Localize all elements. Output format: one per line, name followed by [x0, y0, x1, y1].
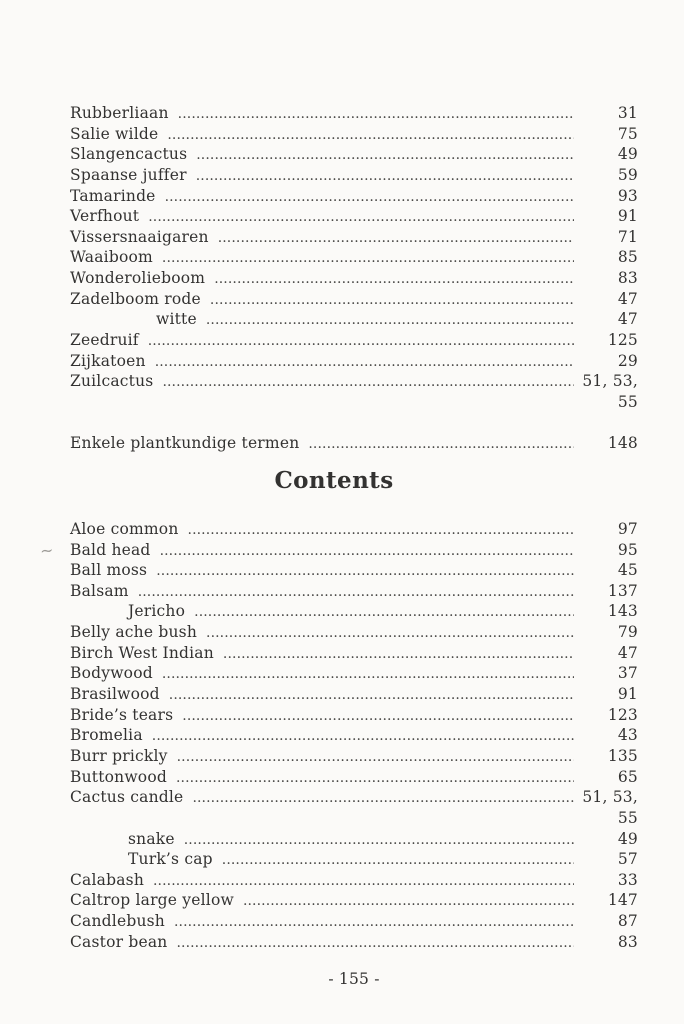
entry-page-number: 97	[617, 519, 638, 538]
toc-entry	[70, 663, 638, 684]
entry-label: Slangencactus	[70, 145, 188, 164]
entry-page-number: 51, 53,	[582, 788, 638, 807]
dot-leader	[148, 331, 574, 352]
toc-entry	[70, 247, 638, 268]
dot-leader	[167, 125, 574, 146]
entry-page-number: 57	[617, 850, 638, 869]
dot-leader	[177, 747, 574, 768]
entry-label: Candlebush	[70, 912, 165, 931]
toc-entry	[70, 787, 638, 808]
entry-label: snake	[128, 829, 175, 848]
toc-entry	[70, 890, 638, 911]
entry-page-number: 75	[617, 124, 638, 143]
toc-entry	[70, 932, 638, 953]
toc-entry-continuation	[70, 808, 638, 829]
entry-page-number: 59	[617, 165, 638, 184]
entry-page-number: 47	[617, 310, 638, 329]
dot-leader	[160, 541, 574, 562]
dot-leader	[155, 352, 574, 373]
entry-label: Salie wilde	[70, 124, 159, 143]
entry-page-number: 137	[607, 581, 638, 600]
toc-entry	[70, 268, 638, 289]
entry-page-number: 29	[617, 351, 638, 370]
margin-pencil-mark: ~	[39, 540, 55, 561]
index-section-dutch	[70, 103, 638, 413]
toc-entry	[70, 289, 638, 310]
entry-label: Belly ache bush	[70, 623, 198, 642]
entry-page-number: 91	[617, 685, 638, 704]
entry-page-number: 47	[617, 289, 638, 308]
dot-leader	[156, 561, 574, 582]
entry-label: Verfhout	[70, 207, 140, 226]
entry-page-number: 45	[617, 561, 638, 580]
entry-page-number: 83	[617, 269, 638, 288]
toc-entry	[70, 124, 638, 145]
entry-label: Cactus candle	[70, 788, 184, 807]
dot-leader	[214, 269, 574, 290]
entry-page-number: 95	[617, 540, 638, 559]
entry-page-number: 85	[617, 248, 638, 267]
toc-entry-continuation	[70, 392, 638, 413]
entry-page-number: 91	[617, 207, 638, 226]
entry-label: witte	[156, 310, 197, 329]
dot-leader	[206, 310, 574, 331]
entry-label: Wonderolieboom	[70, 269, 206, 288]
toc-entry	[70, 705, 638, 726]
toc-entry	[70, 725, 638, 746]
entry-page-number: 37	[617, 664, 638, 683]
entry-label: Turk’s cap	[128, 850, 213, 869]
dot-leader	[218, 228, 574, 249]
toc-entry	[70, 165, 638, 186]
entry-page-number: 43	[617, 726, 638, 745]
entry-page-number: 55	[617, 392, 638, 411]
entry-page-number: 79	[617, 623, 638, 642]
entry-label: Aloe common	[70, 519, 179, 538]
contents-heading: Contents	[274, 466, 394, 494]
entry-page-number: 148	[607, 434, 638, 453]
dot-leader	[176, 768, 574, 789]
dot-leader	[223, 644, 574, 665]
entry-page-number: 55	[617, 808, 638, 827]
dot-leader	[192, 788, 574, 809]
toc-entry	[70, 103, 638, 124]
toc-entry	[70, 371, 638, 392]
dot-leader	[174, 912, 574, 933]
entry-label: Tamarinde	[70, 186, 156, 205]
entry-page-number: 33	[617, 870, 638, 889]
entry-label: Rubberliaan	[70, 104, 169, 122]
toc-entry	[70, 433, 638, 454]
toc-entry	[70, 684, 638, 705]
entry-label: Spaanse juffer	[70, 165, 187, 184]
entry-label: Calabash	[70, 870, 144, 889]
toc-entry	[70, 622, 638, 643]
dot-leader	[184, 830, 574, 851]
dot-leader	[243, 891, 574, 912]
entry-label: Bride’s tears	[70, 705, 174, 724]
entry-label: Zuilcactus	[70, 372, 154, 391]
entry-label: Zijkatoen	[70, 351, 146, 370]
entry-label: Birch West Indian	[70, 643, 214, 662]
entry-page-number: 49	[617, 829, 638, 848]
toc-entry	[70, 351, 638, 372]
toc-entry	[70, 144, 638, 165]
entry-page-number: 49	[617, 145, 638, 164]
dot-leader	[138, 582, 574, 603]
toc-entry	[70, 540, 638, 561]
entry-label: Bromelia	[70, 726, 143, 745]
toc-entry	[70, 186, 638, 207]
toc-entry	[70, 643, 638, 664]
entry-label: Castor bean	[70, 932, 168, 951]
entry-label: Caltrop large yellow	[70, 891, 234, 910]
toc-entry	[70, 849, 638, 870]
entry-label: Vissersnaaigaren	[70, 227, 209, 246]
dot-leader	[162, 372, 574, 393]
entry-label: Zadelboom rode	[70, 289, 201, 308]
dot-leader	[165, 187, 574, 208]
dot-leader	[162, 248, 574, 269]
entry-page-number: 47	[617, 643, 638, 662]
dot-leader	[196, 145, 574, 166]
entry-label: Bald head	[70, 540, 151, 559]
dot-leader	[153, 871, 574, 892]
dot-leader	[196, 166, 574, 187]
toc-entry	[70, 309, 638, 330]
entry-label: Waaiboom	[70, 248, 153, 267]
toc-entry	[70, 330, 638, 351]
dot-leader	[188, 520, 574, 541]
entry-page-number: 135	[607, 746, 638, 765]
entry-page-number: 31	[617, 104, 638, 122]
toc-entry	[70, 560, 638, 581]
entry-label: Burr prickly	[70, 746, 168, 765]
entry-label: Enkele plantkundige termen	[70, 434, 300, 453]
toc-entry	[70, 746, 638, 767]
entry-page-number: 143	[607, 602, 638, 621]
entry-label: Ball moss	[70, 561, 148, 580]
toc-entry	[70, 519, 638, 540]
dot-leader	[176, 933, 574, 954]
toc-entry	[70, 581, 638, 602]
contents-section-english	[70, 519, 638, 952]
toc-entry	[70, 206, 638, 227]
toc-entry	[70, 870, 638, 891]
dot-leader	[308, 434, 574, 455]
dot-leader	[152, 726, 574, 747]
dot-leader	[206, 623, 574, 644]
toc-entry	[70, 227, 638, 248]
toc-entry	[70, 767, 638, 788]
entry-page-number: 123	[607, 705, 638, 724]
toc-entry	[70, 911, 638, 932]
entry-page-number: 65	[617, 767, 638, 786]
entry-page-number: 87	[617, 912, 638, 931]
dot-leader	[162, 664, 574, 685]
page-number-footer: - 155 -	[328, 970, 380, 988]
dot-leader	[194, 602, 574, 623]
toc-entry	[70, 601, 638, 622]
entry-label: Jericho	[128, 602, 186, 621]
entry-page-number: 125	[607, 331, 638, 350]
dot-leader	[169, 685, 574, 706]
entry-label: Bodywood	[70, 664, 153, 683]
dot-leader	[210, 290, 574, 311]
entry-label: Zeedruif	[70, 331, 139, 350]
entry-label: Buttonwood	[70, 767, 167, 786]
entry-label: Brasilwood	[70, 685, 160, 704]
entry-page-number: 83	[617, 932, 638, 951]
entry-page-number: 93	[617, 186, 638, 205]
entry-page-number: 71	[617, 227, 638, 246]
entry-page-number: 147	[607, 891, 638, 910]
toc-entry	[70, 829, 638, 850]
dot-leader	[182, 706, 574, 727]
dot-leader	[222, 850, 574, 871]
index-section-terms	[70, 433, 638, 454]
dot-leader	[178, 104, 574, 125]
dot-leader	[148, 207, 574, 228]
entry-page-number: 51, 53,	[582, 372, 638, 391]
entry-label: Balsam	[70, 581, 129, 600]
